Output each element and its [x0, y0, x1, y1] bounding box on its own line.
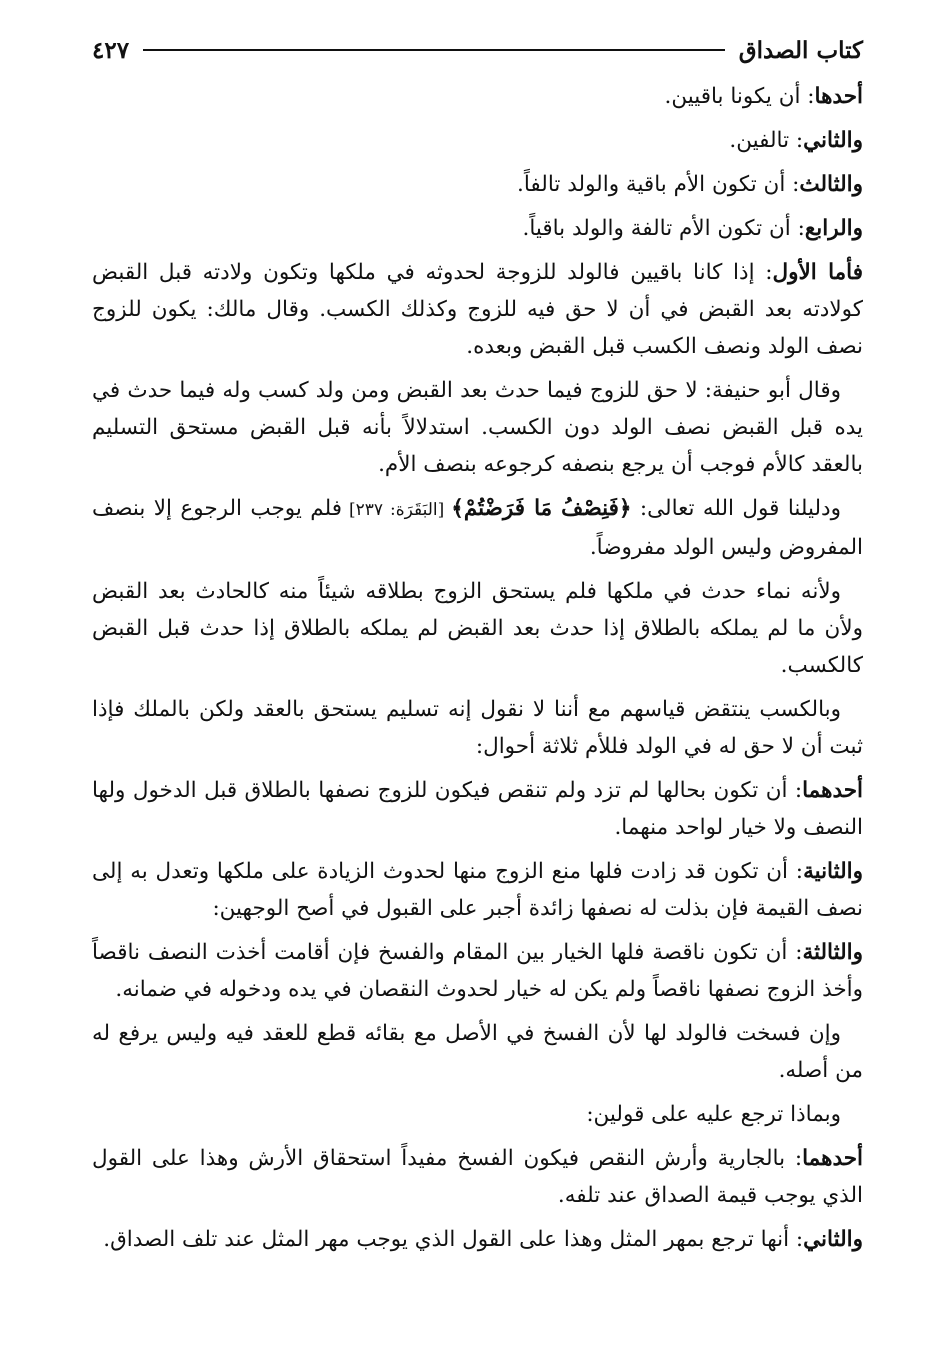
paragraph-key: أحدهما	[802, 1146, 863, 1171]
paragraph	[92, 1096, 863, 1133]
paragraph	[92, 1140, 863, 1214]
key-separator: :	[788, 859, 804, 884]
paragraph-text: وإن فسخت فالولد لها لأن الفسخ في الأصل مع بقائه قطع للعقد فيه وليس يرفع له من أصله.	[92, 1021, 863, 1083]
key-separator: :	[790, 216, 805, 241]
paragraph-key: والثالثة	[802, 940, 863, 965]
key-separator: :	[787, 940, 803, 965]
paragraph	[92, 490, 863, 566]
paragraph-key: والثالث	[799, 172, 863, 197]
paragraph-lead: ودليلنا قول الله تعالى:	[631, 496, 841, 521]
paragraph-text: أن تكون الأم باقية والولد تالفاً.	[517, 172, 786, 197]
paragraph	[92, 122, 863, 159]
paragraph-text: أنها ترجع بمهر المثل وهذا على القول الذي يوجب مهر المثل عند تلف الصداق.	[103, 1227, 790, 1252]
paragraph-text: وبماذا ترجع عليه على قولين:	[586, 1102, 841, 1127]
page-number: ٤٢٧	[92, 36, 130, 64]
paragraph-text: وقال أبو حنيفة: لا حق للزوج فيما حدث بعد القبض ومن ولد كسب وله فيما حدث في يده قبل القبض نصف الولد دون الكسب. استدلالاً بأنه قبل القبض مستحق التسليم بالعقد كالأم فوجب أن يرجع بنصفه كرجوعه بنصف الأم.	[92, 378, 863, 477]
paragraph-text: أن تكون الأم تالفة والولد باقياً.	[522, 216, 791, 241]
book-title: كتاب الصداق	[738, 36, 863, 64]
paragraph-text: أن تكون ناقصة فلها الخيار بين المقام والفسخ فإن أقامت أخذت النصف ناقصاً وأخذ الزوج نصفها ناقصاً ولم يكن له خيار لحدوث النقصان في يده ودخوله في ضمانه.	[92, 940, 863, 1002]
key-separator: :	[785, 1146, 803, 1171]
paragraph	[92, 372, 863, 483]
paragraph-key: والثاني	[803, 1227, 863, 1252]
paragraph-text: إذا كانا باقيين فالولد للزوجة لحدوثه في ملكها وتكون ولادته قبل القبض كولادته بعد القبض في أن لا حق فيه للزوج وكذلك الكسب. وقال مالك: يكون للزوج نصف الولد ونصف الكسب قبل القبض وبعده.	[92, 260, 863, 359]
key-separator: :	[754, 260, 773, 285]
paragraph-key: والثانية	[803, 859, 864, 884]
paragraph	[92, 934, 863, 1008]
paragraph-text: فلم يوجب الرجوع إلا بنصف المفروض وليس الولد مفروضاً.	[92, 496, 863, 560]
paragraph-key: أحدهما	[802, 778, 863, 803]
key-separator: :	[789, 1227, 804, 1252]
quran-quote: ﴿فَنِصْفُ مَا فَرَضْتُمْ﴾	[451, 496, 632, 521]
paragraph-text: وبالكسب ينتقض قياسهم مع أننا لا نقول إنه تسليم يستحق بالعقد ولكن بالملك فإذا ثبت أن لا حق له في الولد فللأم ثلاثة أحوال:	[92, 697, 863, 759]
quran-reference: [البَقَرَة: ٢٣٧]	[342, 500, 452, 520]
key-separator: :	[785, 172, 800, 197]
paragraph	[92, 254, 863, 365]
paragraph	[92, 772, 863, 846]
paragraph-text: ولأنه نماء حدث في ملكها فلم يستحق الزوج بطلاقه شيئاً منه كالحادث بعد القبض ولأن ما لم يملكه بالطلاق إذا حدث بعد القبض لم يملكه بالطلاق إذا حدث قبل القبض كالكسب.	[92, 579, 863, 678]
paragraph	[92, 1221, 863, 1258]
paragraph-text: أن تكون بحالها لم تزد ولم تنقص فيكون للزوج نصفها بالطلاق قبل الدخول ولها النصف ولا خيار لواحد منهما.	[92, 778, 863, 840]
paragraph-key: أحدها	[814, 84, 863, 109]
paragraph	[92, 1015, 863, 1089]
paragraph-text: بالجارية وأرش النقص فيكون الفسخ مفيداً استحقاق الأرش وهذا على القول الذي يوجب قيمة الصداق عند تلفه.	[92, 1146, 863, 1208]
page-body	[92, 78, 863, 1258]
running-header	[92, 30, 863, 70]
paragraph-text: تالفين.	[729, 128, 790, 153]
paragraph	[92, 853, 863, 927]
header-rule	[143, 49, 725, 51]
paragraph	[92, 573, 863, 684]
paragraph-text: أن تكون قد زادت فلها منع الزوج منها لحدوث الزيادة على ملكها وتعدل به إلى نصف القيمة فإن بذلت له نصفها زائدة أجبر على القبول في أصح الوجهين:	[92, 859, 863, 921]
paragraph	[92, 166, 863, 203]
paragraph	[92, 210, 863, 247]
paragraph-key: والرابع	[804, 216, 863, 241]
paragraph-key: فأما الأول	[772, 260, 864, 285]
paragraph-key: والثاني	[803, 128, 863, 153]
paragraph	[92, 691, 863, 765]
key-separator: :	[787, 778, 803, 803]
key-separator: :	[789, 128, 804, 153]
paragraph-text: أن يكونا باقيين.	[664, 84, 801, 109]
paragraph	[92, 78, 863, 115]
key-separator: :	[800, 84, 815, 109]
